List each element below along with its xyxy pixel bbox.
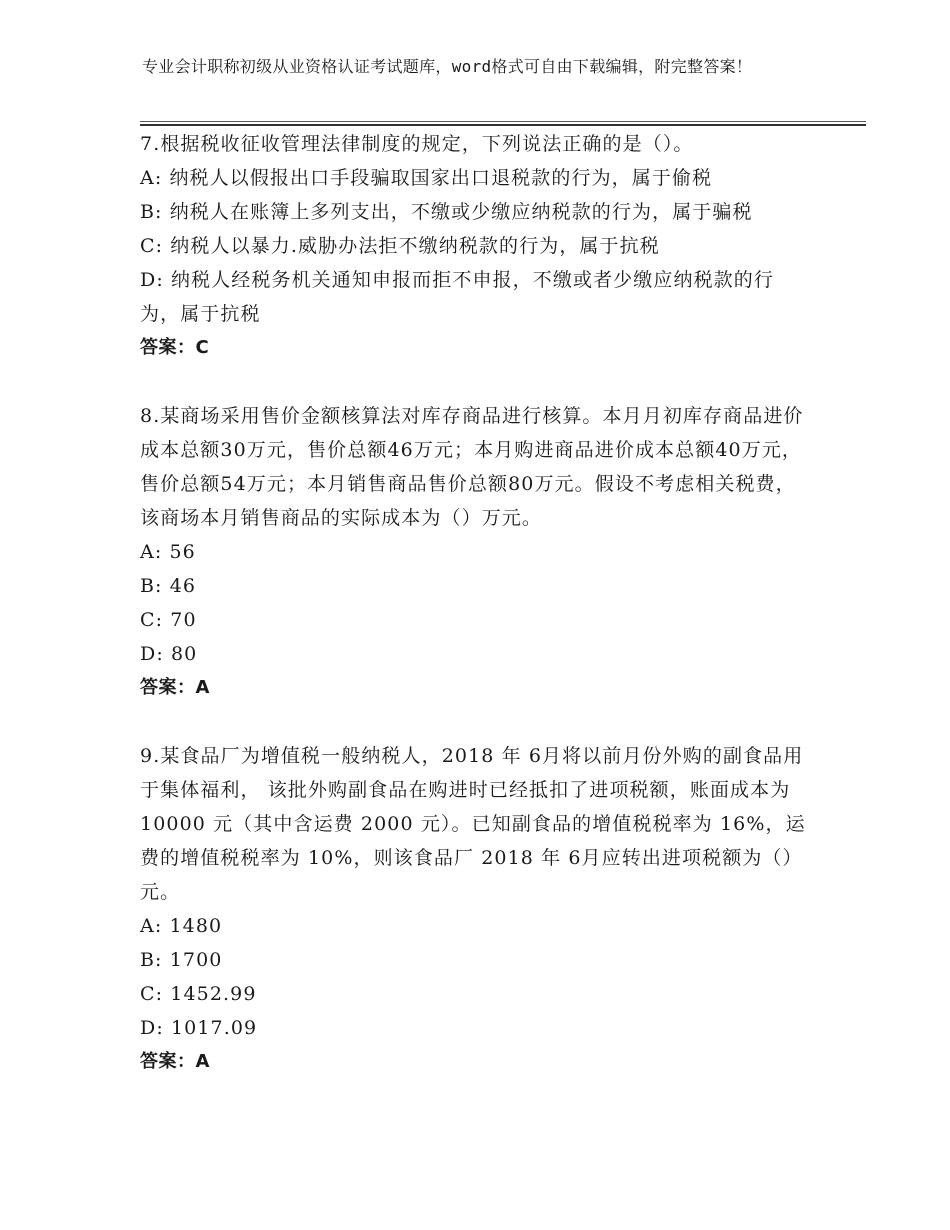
question-list (140, 127, 810, 1113)
option-c: C: 纳税人以暴力.威胁办法拒不缴纳税款的行为，属于抗税 (140, 235, 660, 257)
header-divider (140, 121, 866, 126)
option-d: D: 80 (140, 643, 198, 665)
answer: 答案：A (140, 677, 210, 698)
question-7 (140, 127, 810, 365)
option-b: B: 1700 (140, 949, 223, 971)
page-header: 专业会计职称初级从业资格认证考试题库，word格式可自由下载编辑，附完整答案！ (142, 57, 753, 76)
answer: 答案：C (140, 337, 210, 358)
option-d: D: 纳税人经税务机关通知申报而拒不申报，不缴或者少缴应纳税款的行为，属于抗税 (140, 269, 774, 325)
answer: 答案：A (140, 1051, 210, 1072)
question-stem: 9.某食品厂为增值税一般纳税人，2018 年 6月将以前月份外购的副食品用于集体福利， 该批外购副食品在购进时已经抵扣了进项税额，账面成本为 10000 元（其中含运费 2000 元）。已知副食品的增值税税率为 16%，运费的增值税税率为 10%，则该食品厂 2018 年 6月应转出进项税额为（）元。 (140, 745, 806, 903)
option-a: A: 纳税人以假报出口手段骗取国家出口退税款的行为，属于偷税 (140, 167, 713, 189)
question-stem: 7.根据税收征收管理法律制度的规定，下列说法正确的是（）。 (140, 133, 694, 155)
option-d: D: 1017.09 (140, 1017, 258, 1039)
option-c: C: 1452.99 (140, 983, 257, 1005)
question-9 (140, 739, 810, 1079)
question-stem: 8.某商场采用售价金额核算法对库存商品进行核算。本月月初库存商品进价成本总额30万元，售价总额46万元；本月购进商品进价成本总额40万元，售价总额54万元；本月销售商品售价总额80万元。假设不考虑相关税费，该商场本月销售商品的实际成本为（）万元。 (140, 405, 804, 529)
question-8 (140, 399, 810, 705)
option-a: A: 56 (140, 541, 196, 563)
option-a: A: 1480 (140, 915, 223, 937)
option-c: C: 70 (140, 609, 197, 631)
option-b: B: 46 (140, 575, 197, 597)
option-b: B: 纳税人在账簿上多列支出，不缴或少缴应纳税款的行为，属于骗税 (140, 201, 753, 223)
